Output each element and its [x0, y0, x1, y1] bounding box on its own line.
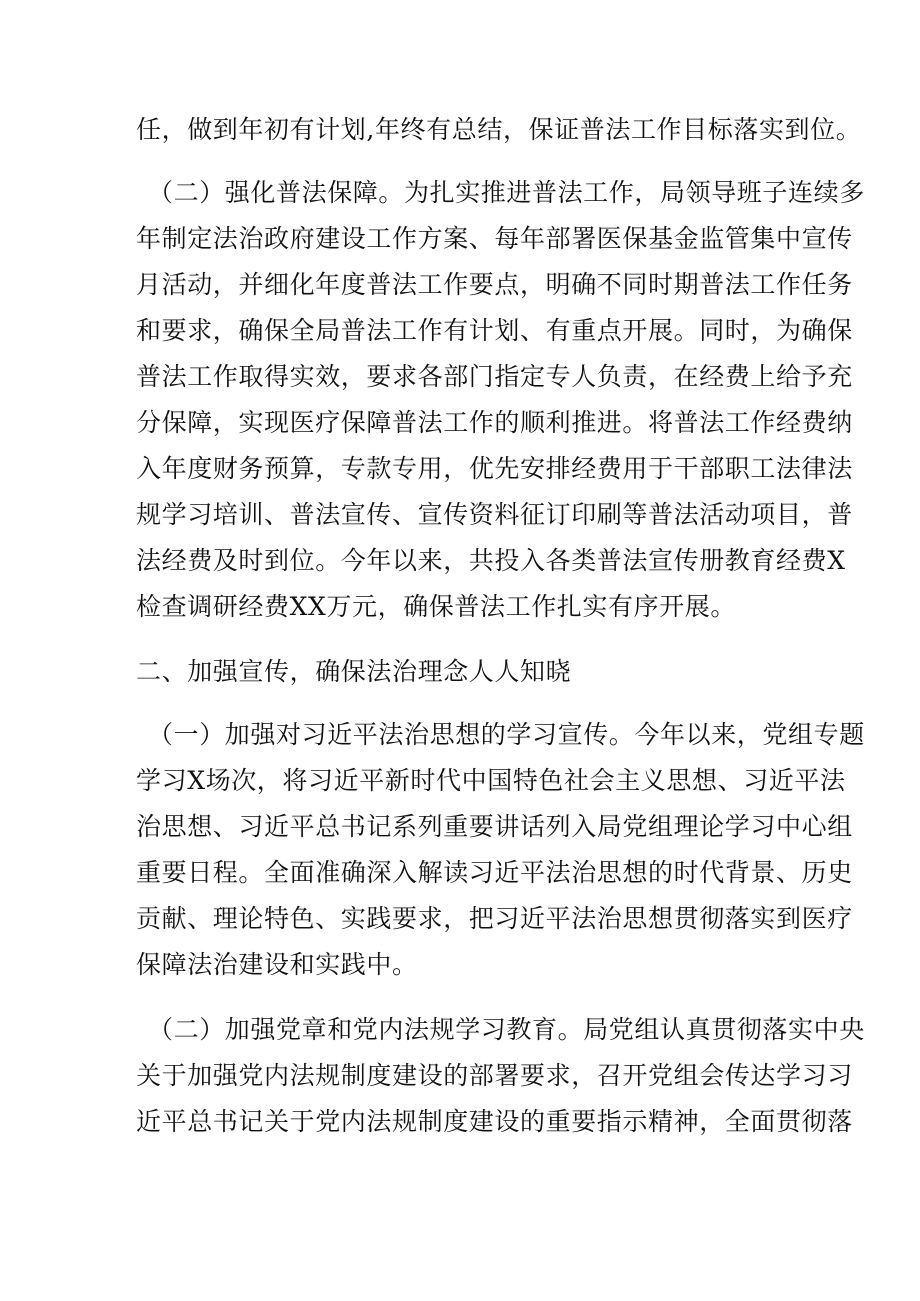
section-paragraph-line: （二）加强党章和党内法规学习教育。局党组认真贯彻落实中央: [148, 1015, 865, 1044]
paragraph-line: 近平总书记关于党内法规制度建设的重要指示精神，全面贯彻落: [136, 1107, 853, 1136]
section-paragraph-line: （二）强化普法保障。为扎实推进普法工作，局领导班子连续多: [148, 178, 865, 207]
paragraph-line: 和要求，确保全局普法工作有计划、有重点开展。同时，为确保: [136, 316, 853, 345]
paragraph-line: 分保障，实现医疗保障普法工作的顺利推进。将普法工作经费纳: [136, 408, 853, 437]
paragraph-line: 治思想、习近平总书记系列重要讲话列入局党组理论学习中心组: [136, 812, 853, 841]
paragraph-line: 保障法治建设和实践中。: [136, 950, 418, 979]
section-paragraph-line: （一）加强对习近平法治思想的学习宣传。今年以来，党组专题: [148, 720, 865, 749]
paragraph-line: 任，做到年初有计划,年终有总结，保证普法工作目标落实到位。: [136, 115, 862, 144]
paragraph-line: 年制定法治政府建设工作方案、每年部署医保基金监管集中宣传: [136, 224, 853, 253]
paragraph-line: 贡献、理论特色、实践要求，把习近平法治思想贯彻落实到医疗: [136, 904, 853, 933]
paragraph-line: 规学习培训、普法宣传、宣传资料征订印刷等普法活动项目，普: [136, 500, 853, 529]
paragraph-line: 月活动，并细化年度普法工作要点，明确不同时期普法工作任务: [136, 270, 853, 299]
paragraph-line: 法经费及时到位。今年以来，共投入各类普法宣传册教育经费X: [136, 546, 846, 575]
paragraph-line: 关于加强党内法规制度建设的部署要求，召开党组会传达学习习: [136, 1061, 853, 1090]
paragraph-line: 学习X场次，将习近平新时代中国特色社会主义思想、习近平法: [136, 766, 846, 795]
paragraph-line: 普法工作取得实效，要求各部门指定专人负责，在经费上给予充: [136, 362, 853, 391]
paragraph-line: 重要日程。全面准确深入解读习近平法治思想的时代背景、历史: [136, 858, 853, 887]
paragraph-line: 检查调研经费XX万元，确保普法工作扎实有序开展。: [136, 592, 736, 621]
section-heading: 二、加强宣传，确保法治理念人人知晓: [136, 657, 572, 686]
paragraph-line: 入年度财务预算，专款专用，优先安排经费用于干部职工法律法: [136, 454, 853, 483]
